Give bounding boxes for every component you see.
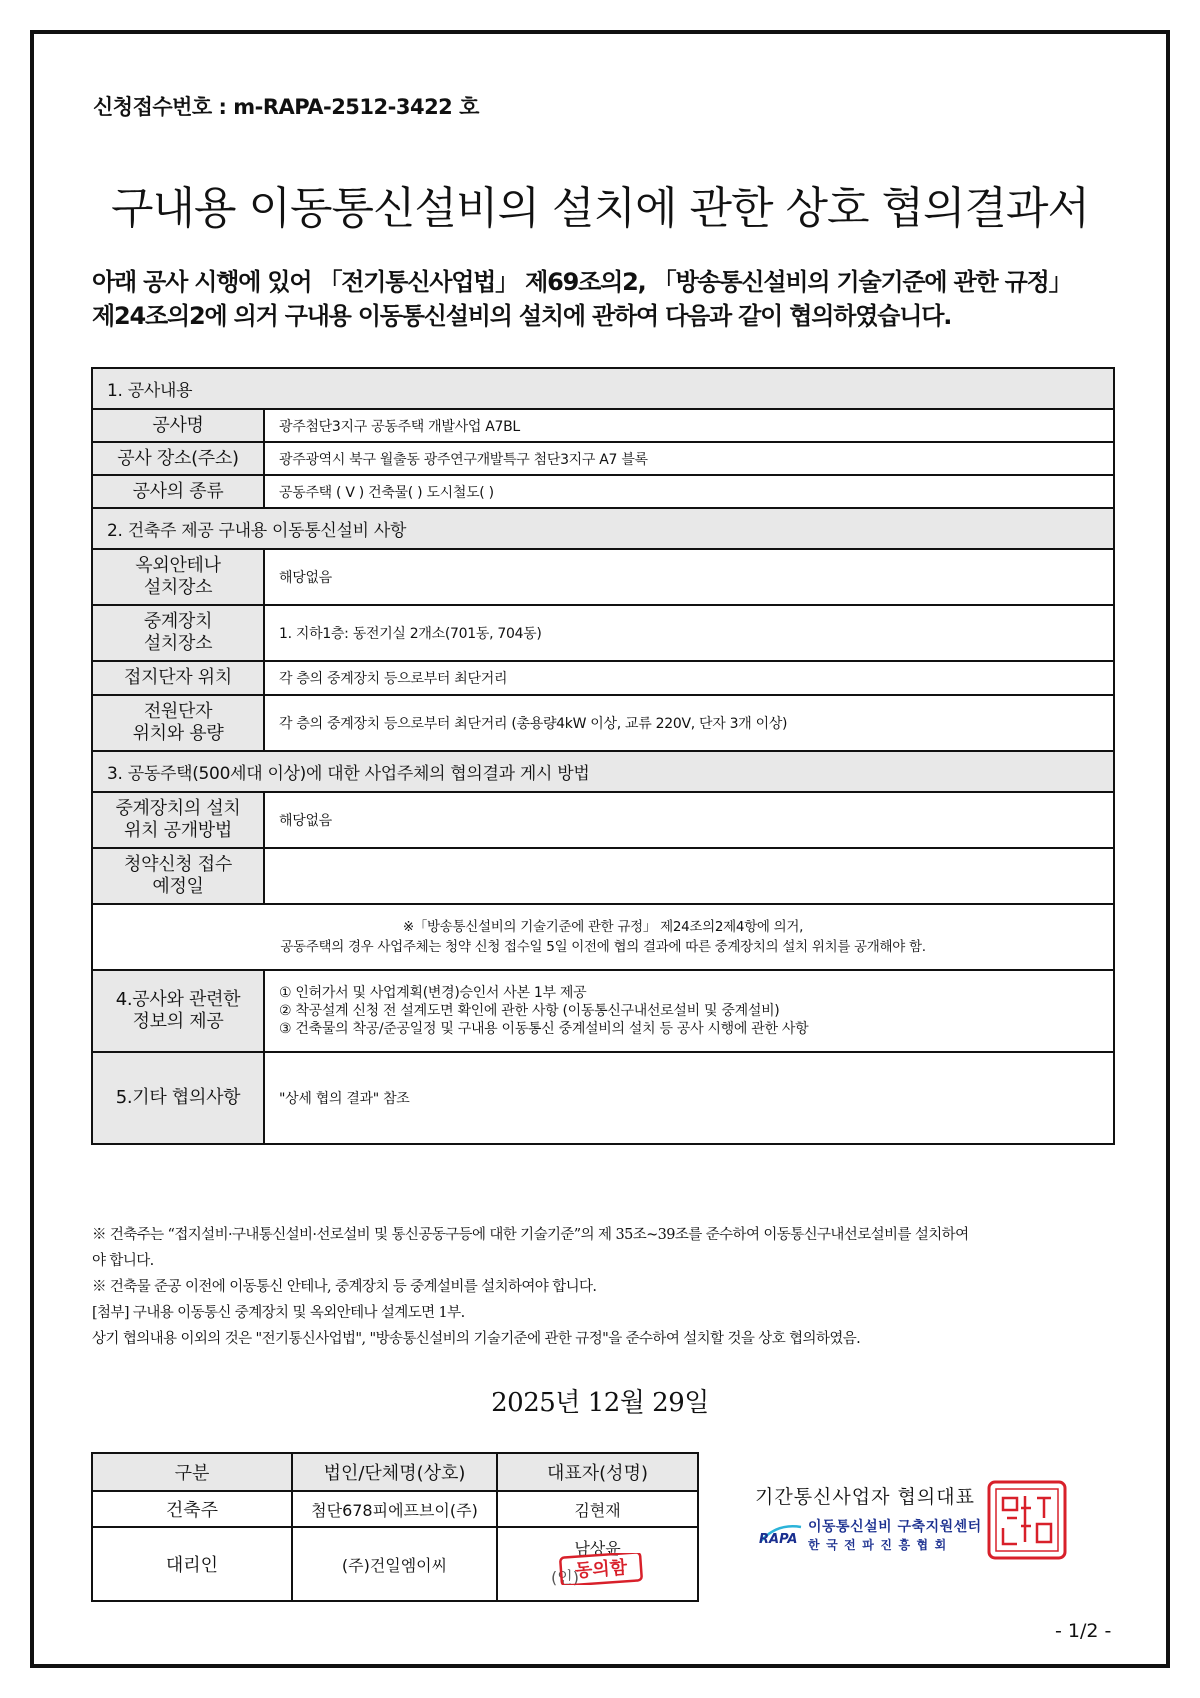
footnote-line: 상기 협의내용 이외의 것은 "전기통신사업법", "방송통신설비의 기술기준에 관한 규정"을 준수하여 설치할 것을 상호 협의하였음. [92,1331,861,1347]
label-construction-name: 공사명 [92,409,264,442]
agreement-stamp-text: 동의함 [574,1557,628,1582]
section-3-header: 3. 공동주택(500세대 이상)에 대한 사업주체의 협의결과 게시 방법 [92,751,1114,792]
label-repeater-location: 중계장치 설치장소 [92,605,264,661]
seal-mark: (인) [551,1568,579,1587]
document-date: 2025년 12월 29일 [491,1388,709,1418]
label-info-provision: 4.공사와 관련한 정보의 제공 [92,970,264,1052]
label-power-terminal: 전원단자 위치와 용량 [92,695,264,751]
footnotes [92,1222,1117,1352]
sign-rep-owner: 김현재 [497,1491,698,1527]
value-repeater-location: 1. 지하1층: 동전기실 2개소(701동, 704동) [264,605,1114,661]
value-info-provision [264,970,1114,1052]
receipt-number: 신청접수번호 : m-RAPA-2512-3422 호 [93,95,479,119]
agency-name: 이동통신설비 구축지원센터 [808,1519,982,1535]
agreement-table [91,367,1115,1145]
info-item: ② 착공설계 신청 전 설계도면 확인에 관한 사항 (이동통신구내선로설비 및 중계설비) [279,1003,780,1019]
value-subscription-date [264,848,1114,904]
value-antenna-location: 해당없음 [264,549,1114,605]
sign-header-representative: 대표자(성명) [497,1453,698,1491]
footnote-line: 야 합니다. [92,1253,154,1269]
sign-header-company: 법인/단체명(상호) [292,1453,497,1491]
footnote-line: ※ 건축주는 “접지설비·구내통신설비·선로설비 및 통신공동구등에 대한 기술기준”의 제 35조~39조를 준수하여 이동통신구내선로설비를 설치하여 [92,1227,969,1243]
sign-category-agent: 대리인 [92,1527,292,1601]
agency-title: 기간통신사업자 협의대표 [755,1486,975,1508]
sign-company-agent: (주)건일엠이씨 [292,1527,497,1601]
value-other-agreements: "상세 협의 결과" 참조 [264,1052,1114,1144]
section-1-header: 1. 공사내용 [92,368,1114,409]
value-repeater-disclosure: 해당없음 [264,792,1114,848]
rapa-logo [757,1521,805,1547]
footnote-line: [첨부] 구내용 이동통신 중계장치 및 옥외안테나 설계도면 1부. [92,1305,465,1321]
label-ground-terminal: 접지단자 위치 [92,661,264,695]
label-construction-type: 공사의 종류 [92,475,264,508]
sign-rep-agent-name: 남상윤 [574,1539,621,1558]
label-antenna-location: 옥외안테나 설치장소 [92,549,264,605]
value-construction-address: 광주광역시 북구 월출동 광주연구개발특구 첨단3지구 A7 블록 [264,442,1114,475]
intro-line: 아래 공사 시행에 있어 「전기통신사업법」 제69조의2, 「방송통신설비의 기술기준에 관한 규정」 [92,268,1072,296]
info-item: ① 인허가서 및 사업계획(변경)승인서 사본 1부 제공 [279,985,587,1001]
svg-text:RAPA: RAPA [759,1532,798,1547]
official-seal [985,1478,1069,1562]
sign-company-owner: 첨단678피에프브이(주) [292,1491,497,1527]
value-power-terminal: 각 층의 중계장치 등으로부터 최단거리 (총용량4kW 이상, 교류 220V, 단자 3개 이상) [264,695,1114,751]
info-item: ③ 건축물의 착공/준공일정 및 구내용 이동통신 중계설비의 설치 등 공사 시행에 관한 사항 [279,1021,809,1037]
value-construction-type: 공동주택 ( V ) 건축물( ) 도시철도( ) [264,475,1114,508]
intro-line: 제24조의2에 의거 구내용 이동통신설비의 설치에 관하여 다음과 같이 협의하였습니다. [92,302,952,330]
intro-paragraph [92,265,1122,333]
label-subscription-date: 청약신청 접수 예정일 [92,848,264,904]
label-construction-address: 공사 장소(주소) [92,442,264,475]
section-2-header: 2. 건축주 제공 구내용 이동통신설비 사항 [92,508,1114,549]
sign-category-owner: 건축주 [92,1491,292,1527]
label-repeater-disclosure: 중계장치의 설치 위치 공개방법 [92,792,264,848]
agency-org: 한국전파진흥협회 [808,1538,953,1552]
agreement-stamp [559,1553,643,1585]
section-3-note: ※「방송통신설비의 기술기준에 관한 규정」 제24조의2제4항에 의거, 공동주택의 경우 사업주체는 청약 신청 접수일 5일 이전에 협의 결과에 따른 중계장치의 설치 위치를 공개해야 함. [92,904,1114,970]
value-construction-name: 광주첨단3지구 공동주택 개발사업 A7BL [264,409,1114,442]
sign-header-category: 구분 [92,1453,292,1491]
value-ground-terminal: 각 층의 중계장치 등으로부터 최단거리 [264,661,1114,695]
document-title: 구내용 이동통신설비의 설치에 관한 상호 협의결과서 [110,183,1090,234]
page-number: - 1/2 - [1055,1620,1112,1642]
footnote-line: ※ 건축물 준공 이전에 이동통신 안테나, 중계장치 등 중계설비를 설치하여야 합니다. [92,1279,597,1295]
label-other-agreements: 5.기타 협의사항 [92,1052,264,1144]
